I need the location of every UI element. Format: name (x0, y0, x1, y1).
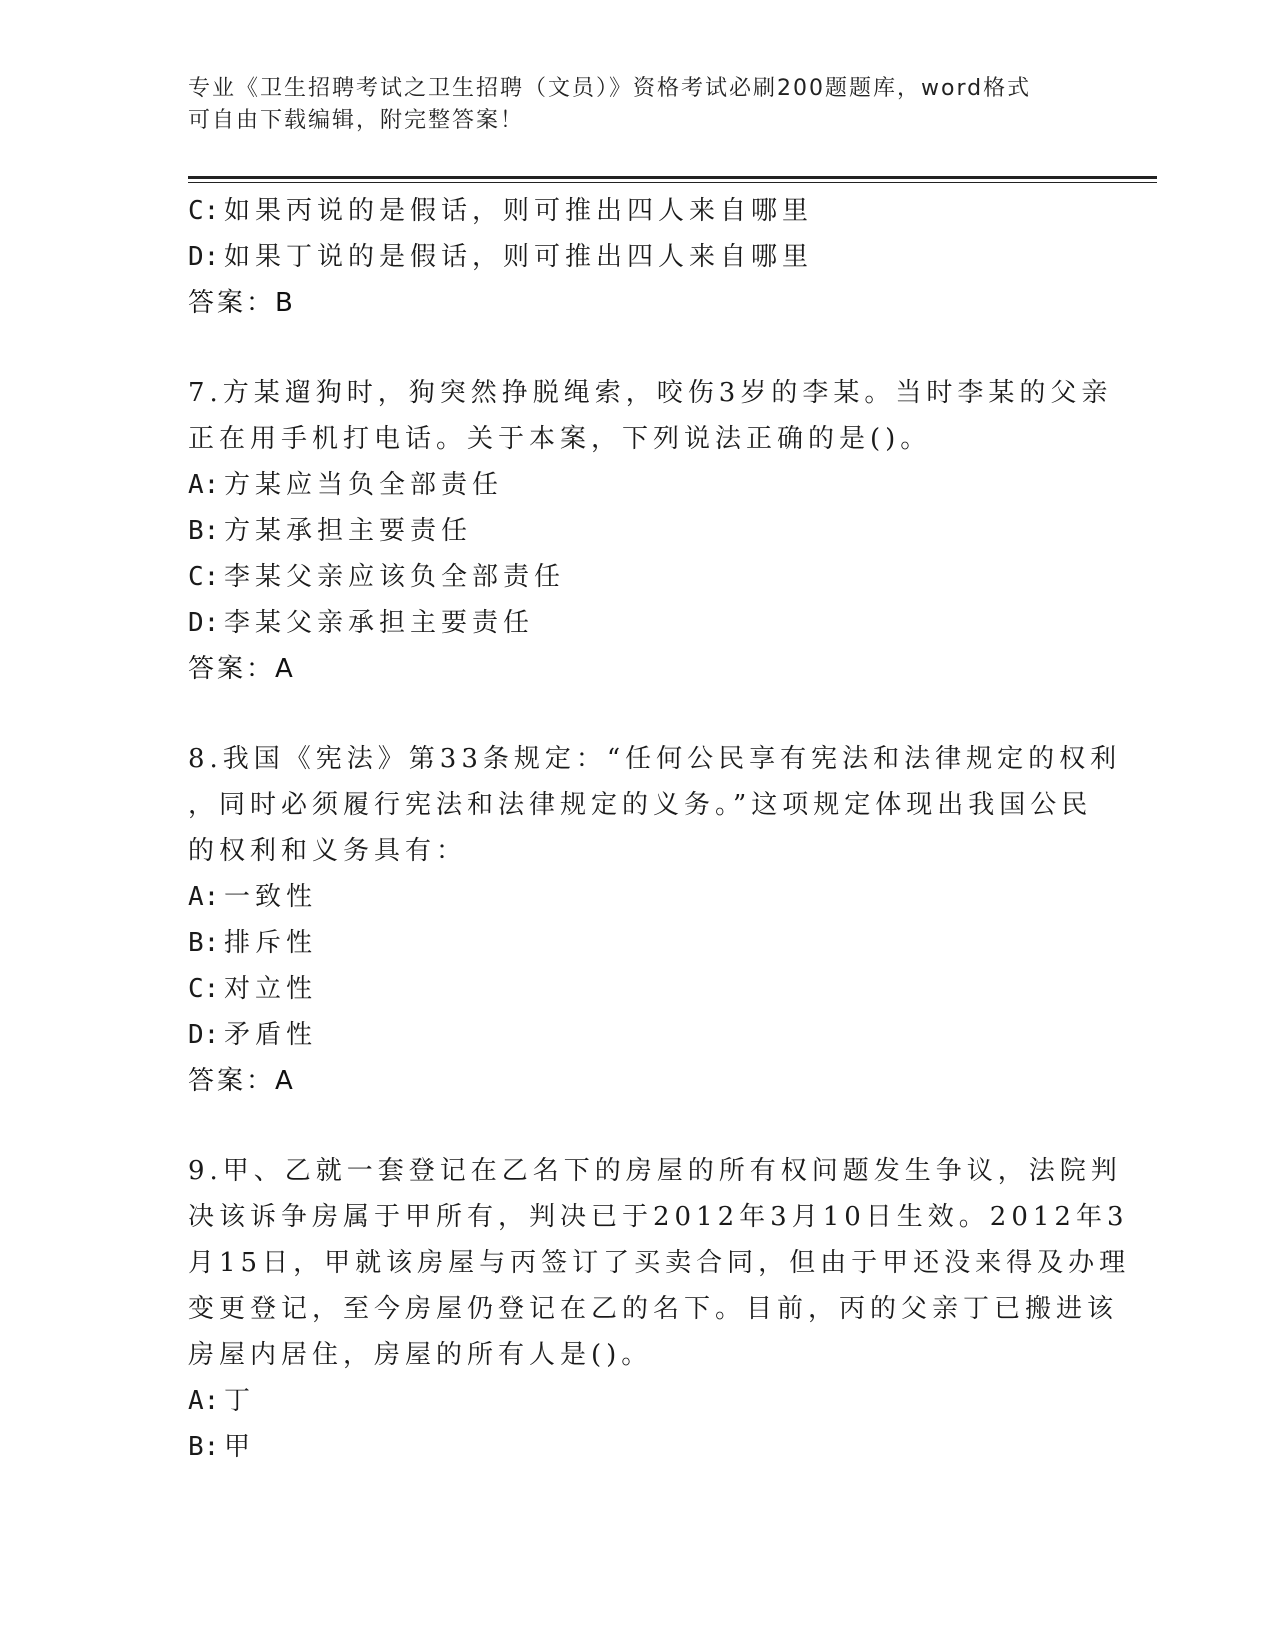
stem-line: 决该诉争房属于甲所有，判决已于2012年3月10日生效。2012年3 (188, 1202, 1129, 1232)
option-text: 方某应当负全部责任 (224, 470, 504, 500)
answer-line: 答案：A (188, 1066, 296, 1096)
option-a (188, 874, 1088, 920)
header-line-1: 专业《卫生招聘考试之卫生招聘（文员）》资格考试必刷200题题库，word格式 (188, 76, 1032, 101)
question-stem (188, 370, 1113, 462)
stem-line: 变更登记，至今房屋仍登记在乙的名下。目前，丙的父亲丁已搬进该 (188, 1294, 1119, 1324)
option-b (188, 508, 1088, 554)
spacer (188, 1104, 1088, 1148)
option-letter: C: (188, 974, 220, 1004)
answer-line: 答案：A (188, 654, 296, 684)
option-a (188, 1378, 1088, 1424)
option-letter: D: (188, 1020, 220, 1050)
question-stem (188, 1148, 1131, 1378)
answer-line: 答案：B (188, 288, 296, 318)
question-8 (188, 736, 1122, 1104)
option-letter: D: (188, 608, 220, 638)
stem-line: 月15日，甲就该房屋与丙签订了买卖合同，但由于甲还没来得及办理 (188, 1248, 1131, 1278)
question-stem (188, 736, 1122, 874)
option-text: 如果丙说的是假话，则可推出四人来自哪里 (224, 196, 814, 226)
option-letter: A: (188, 1386, 220, 1416)
header-divider-thick (188, 176, 1157, 179)
page-header (188, 73, 1068, 137)
option-letter: B: (188, 928, 220, 958)
option-b (188, 920, 1088, 966)
option-text: 矛盾性 (224, 1020, 318, 1050)
stem-line: ，同时必须履行宪法和法律规定的义务。”这项规定体现出我国公民 (188, 790, 1093, 820)
option-text: 李某父亲承担主要责任 (224, 608, 535, 638)
option-c (188, 554, 1088, 600)
option-letter: B: (188, 1432, 220, 1462)
option-letter: A: (188, 882, 220, 912)
header-divider-thin (188, 182, 1157, 183)
spacer (188, 692, 1088, 736)
option-d (188, 234, 1088, 280)
stem-line: 7.方某遛狗时，狗突然挣脱绳索，咬伤3岁的李某。当时李某的父亲 (188, 378, 1113, 408)
option-c (188, 966, 1088, 1012)
document-body (188, 188, 1131, 1470)
option-text: 排斥性 (224, 928, 318, 958)
option-a (188, 462, 1088, 508)
option-text: 李某父亲应该负全部责任 (224, 562, 566, 592)
option-text: 甲 (224, 1432, 256, 1462)
stem-line: 房屋内居住，房屋的所有人是()。 (188, 1340, 653, 1370)
question-9 (188, 1148, 1131, 1470)
stem-line: 8.我国《宪法》第33条规定：“任何公民享有宪法和法律规定的权利 (188, 744, 1122, 774)
header-line-2: 可自由下载编辑，附完整答案！ (188, 108, 525, 133)
option-letter: C: (188, 196, 220, 226)
question-7 (188, 370, 1113, 692)
option-letter: A: (188, 470, 220, 500)
option-text: 如果丁说的是假话，则可推出四人来自哪里 (224, 242, 814, 272)
option-text: 丁 (224, 1386, 256, 1416)
option-text: 一致性 (224, 882, 318, 912)
stem-line: 的权利和义务具有： (188, 836, 468, 866)
stem-line: 9.甲、乙就一套登记在乙名下的房屋的所有权问题发生争议，法院判 (188, 1156, 1122, 1186)
option-letter: C: (188, 562, 220, 592)
option-d (188, 600, 1088, 646)
question-6-continued (188, 188, 1088, 326)
option-text: 方某承担主要责任 (224, 516, 473, 546)
option-d (188, 1012, 1088, 1058)
spacer (188, 326, 1088, 370)
option-letter: B: (188, 516, 220, 546)
option-text: 对立性 (224, 974, 318, 1004)
option-letter: D: (188, 242, 220, 272)
option-b (188, 1424, 1088, 1470)
stem-line: 正在用手机打电话。关于本案，下列说法正确的是()。 (188, 424, 932, 454)
option-c (188, 188, 1088, 234)
